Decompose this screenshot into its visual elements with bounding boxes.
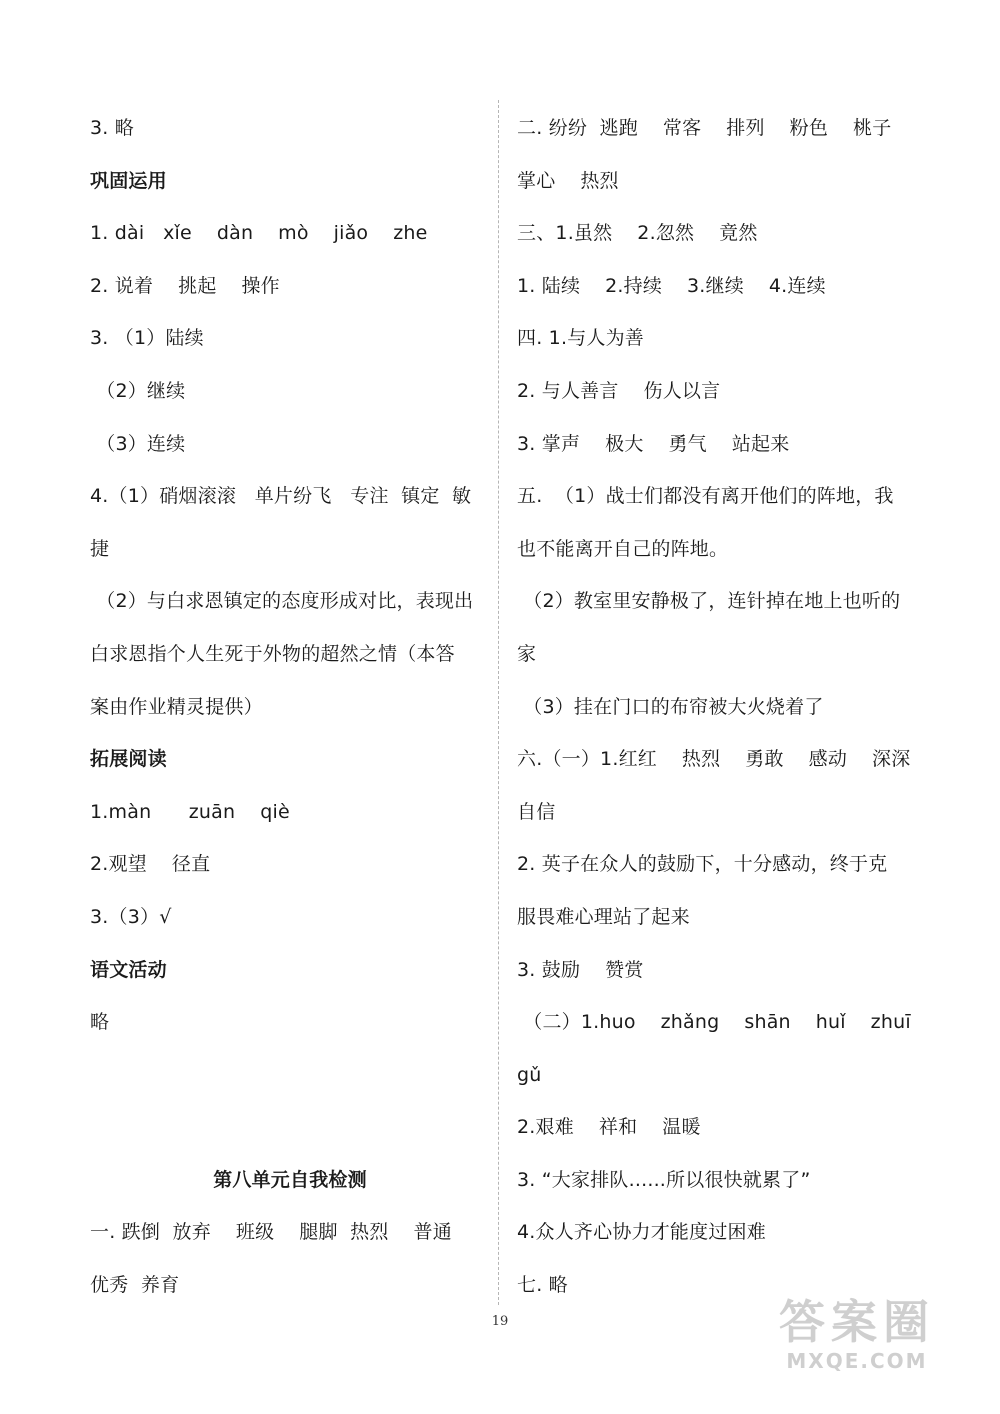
answer-line: 七. 略: [517, 1274, 568, 1297]
answer-line: 4.（1）硝烟滚滚 单片纷飞 专注 镇定 敏: [90, 485, 472, 508]
answer-line: 三、1.虽然 2.忽然 竟然: [517, 222, 758, 245]
answer-line: 3. （1）陆续: [90, 327, 204, 350]
answer-line: 2. 说着 挑起 操作: [90, 274, 280, 297]
answer-line: 3.（3）√: [90, 905, 172, 928]
answer-line: 也不能离开自己的阵地。: [517, 537, 729, 560]
answer-line: [90, 1049, 490, 1102]
answer-line: 捷: [90, 537, 110, 560]
answer-line: 4.众人齐心协力才能度过困难: [517, 1221, 766, 1244]
answer-line: 2.艰难 祥和 温暖: [517, 1116, 701, 1139]
answer-line: 五. （1）战士们都没有离开他们的阵地，我: [517, 485, 894, 508]
answer-line: 1.màn zuān qiè: [90, 800, 290, 823]
answer-line: 二. 纷纷 逃跑 常客 排列 粉色 桃子: [517, 117, 892, 139]
answer-line: （2）继续: [90, 379, 186, 402]
answer-line: 2. 英子在众人的鼓励下，十分感动，终于克: [517, 853, 888, 876]
answer-line: 家: [517, 642, 537, 665]
answer-line: （2）与白求恩镇定的态度形成对比，表现出: [90, 590, 474, 613]
column-divider: [498, 100, 499, 1305]
answer-line: 一. 跌倒 放弃 班级 腿脚 热烈 普通: [90, 1221, 452, 1244]
section-heading: 语文活动: [90, 958, 167, 981]
section-heading: 拓展阅读: [90, 748, 167, 771]
answer-line: 四. 1.与人为善: [517, 327, 645, 350]
answer-line: gǔ: [517, 1063, 542, 1086]
answer-line: （二）1.huo zhǎng shān huǐ zhuī: [517, 1011, 911, 1034]
answer-line: 3. 鼓励 赞赏: [517, 958, 644, 981]
right-column: [517, 102, 917, 1312]
section-heading: 第八单元自我检测: [213, 1168, 367, 1191]
answer-line: 2. 与人善言 伤人以言: [517, 379, 721, 402]
section-heading: 巩固运用: [90, 169, 167, 192]
answer-line: 白求恩指个人生死于外物的超然之情（本答: [90, 642, 455, 665]
answer-line: 1. dài xǐe dàn mò jiǎo zhe: [90, 222, 428, 245]
watermark-site: MXQE.COM: [786, 1349, 928, 1373]
answer-line: 案由作业精灵提供）: [90, 695, 263, 718]
answer-line: 服畏难心理站了起来: [517, 905, 690, 928]
left-column: [90, 102, 490, 1312]
watermark: [732, 1296, 982, 1386]
watermark-logo-text: 答案圈: [779, 1295, 935, 1349]
answer-line: 2.观望 径直: [90, 853, 211, 876]
answer-line: 略: [90, 1011, 110, 1034]
answer-line: 3. 掌声 极大 勇气 站起来: [517, 432, 790, 455]
answer-line: 1. 陆续 2.持续 3.继续 4.连续: [517, 274, 826, 297]
answer-line: 掌心 热烈: [517, 169, 619, 192]
answer-line: （3）连续: [90, 432, 186, 455]
answer-line: 六.（一）1.红红 热烈 勇敢 感动 深深: [517, 748, 911, 771]
answer-line: 优秀 养育: [90, 1274, 180, 1297]
answer-line: （2）教室里安静极了，连针掉在地上也听的: [517, 590, 901, 613]
answer-line: 3. 略: [90, 117, 134, 139]
answer-line: [90, 1101, 490, 1154]
answer-line: 自信: [517, 800, 556, 823]
answer-line: 3. “大家排队......所以很快就累了”: [517, 1168, 811, 1191]
answer-line: （3）挂在门口的布帘被大火烧着了: [517, 695, 824, 718]
page-number: 19: [491, 1314, 509, 1329]
